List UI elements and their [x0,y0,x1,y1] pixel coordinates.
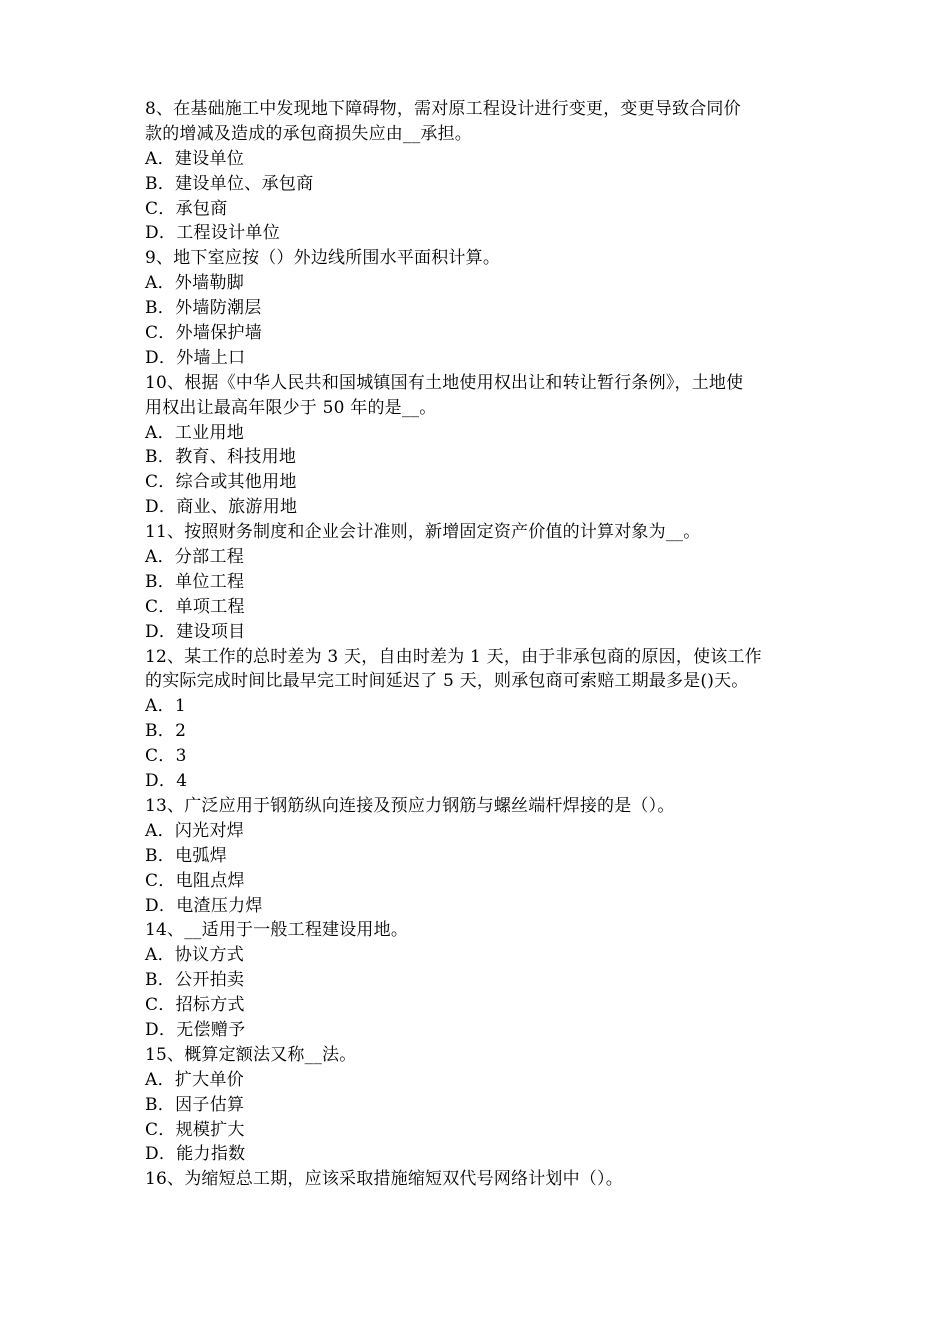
answer-option: A．扩大单价 [145,1069,245,1090]
question-block [145,1167,817,1192]
answer-option: B．教育、科技用地 [145,447,297,468]
question-block [145,246,817,370]
answer-option: B．2 [145,721,187,742]
question-block [145,520,817,644]
question-block [145,794,817,918]
answer-option: C．综合或其他用地 [145,472,297,493]
question-block [145,1043,817,1167]
answer-option: B．单位工程 [145,571,245,592]
answer-option: D．外墙上口 [145,347,246,368]
answer-option: C．承包商 [145,198,228,219]
answer-option: A．外墙勒脚 [145,273,245,294]
answer-option: B．电弧焊 [145,845,227,866]
answer-option: C．招标方式 [145,995,245,1016]
answer-option: B．建设单位、承包商 [145,173,314,194]
answer-option: C．电阻点焊 [145,870,245,891]
answer-option: A．协议方式 [145,945,245,966]
question-text: 10、根据《中华人民共和国城镇国有土地使用权出让和转让暂行条例》，土地使 [145,372,744,393]
answer-option: C．规模扩大 [145,1119,245,1140]
question-block [145,918,817,1042]
answer-option: D．电渣压力焊 [145,895,263,916]
answer-option: A．闪光对焊 [145,820,245,841]
question-text: 13、广泛应用于钢筋纵向连接及预应力钢筋与螺丝端杆焊接的是（）。 [145,795,675,816]
question-list [145,97,817,1192]
answer-option: C．单项工程 [145,596,245,617]
answer-option: D．无偿赠予 [145,1019,246,1040]
answer-option: A．建设单位 [145,148,245,169]
question-text: 14、__适用于一般工程建设用地。 [145,920,409,941]
question-block [145,97,817,246]
answer-option: D．商业、旅游用地 [145,497,298,518]
question-block [145,371,817,520]
question-text: 12、某工作的总时差为 3 天，自由时差为 1 天，由于非承包商的原因，使该工作 [145,646,762,667]
answer-option: C．3 [145,746,187,767]
answer-option: C．外墙保护墙 [145,323,263,344]
question-text: 8、在基础施工中发现地下障碍物，需对原工程设计进行变更，变更导致合同价 [145,99,741,119]
answer-option: A．1 [145,696,186,717]
question-text: 16、为缩短总工期，应该采取措施缩短双代号网络计划中（）。 [145,1169,623,1190]
question-text: 用权出让最高年限少于 50 年的是__。 [145,397,437,418]
answer-option: D．工程设计单位 [145,223,281,244]
answer-option: D．4 [145,771,188,792]
question-text: 的实际完成时间比最早完工时间延迟了 5 天，则承包商可索赔工期最多是()天。 [145,671,749,692]
question-text: 9、地下室应按（）外边线所围水平面积计算。 [145,248,501,269]
answer-option: D．能力指数 [145,1144,246,1165]
answer-option: B．公开拍卖 [145,970,245,991]
answer-option: A．分部工程 [145,547,245,568]
answer-option: D．建设项目 [145,621,246,642]
answer-option: B．因子估算 [145,1094,245,1115]
question-block [145,645,817,794]
question-text: 11、按照财务制度和企业会计准则，新增固定资产价值的计算对象为__。 [145,522,701,543]
answer-option: B．外墙防潮层 [145,298,262,319]
question-text: 款的增减及造成的承包商损失应由__承担。 [145,123,472,144]
answer-option: A．工业用地 [145,422,245,443]
question-text: 15、概算定额法又称__法。 [145,1044,357,1065]
